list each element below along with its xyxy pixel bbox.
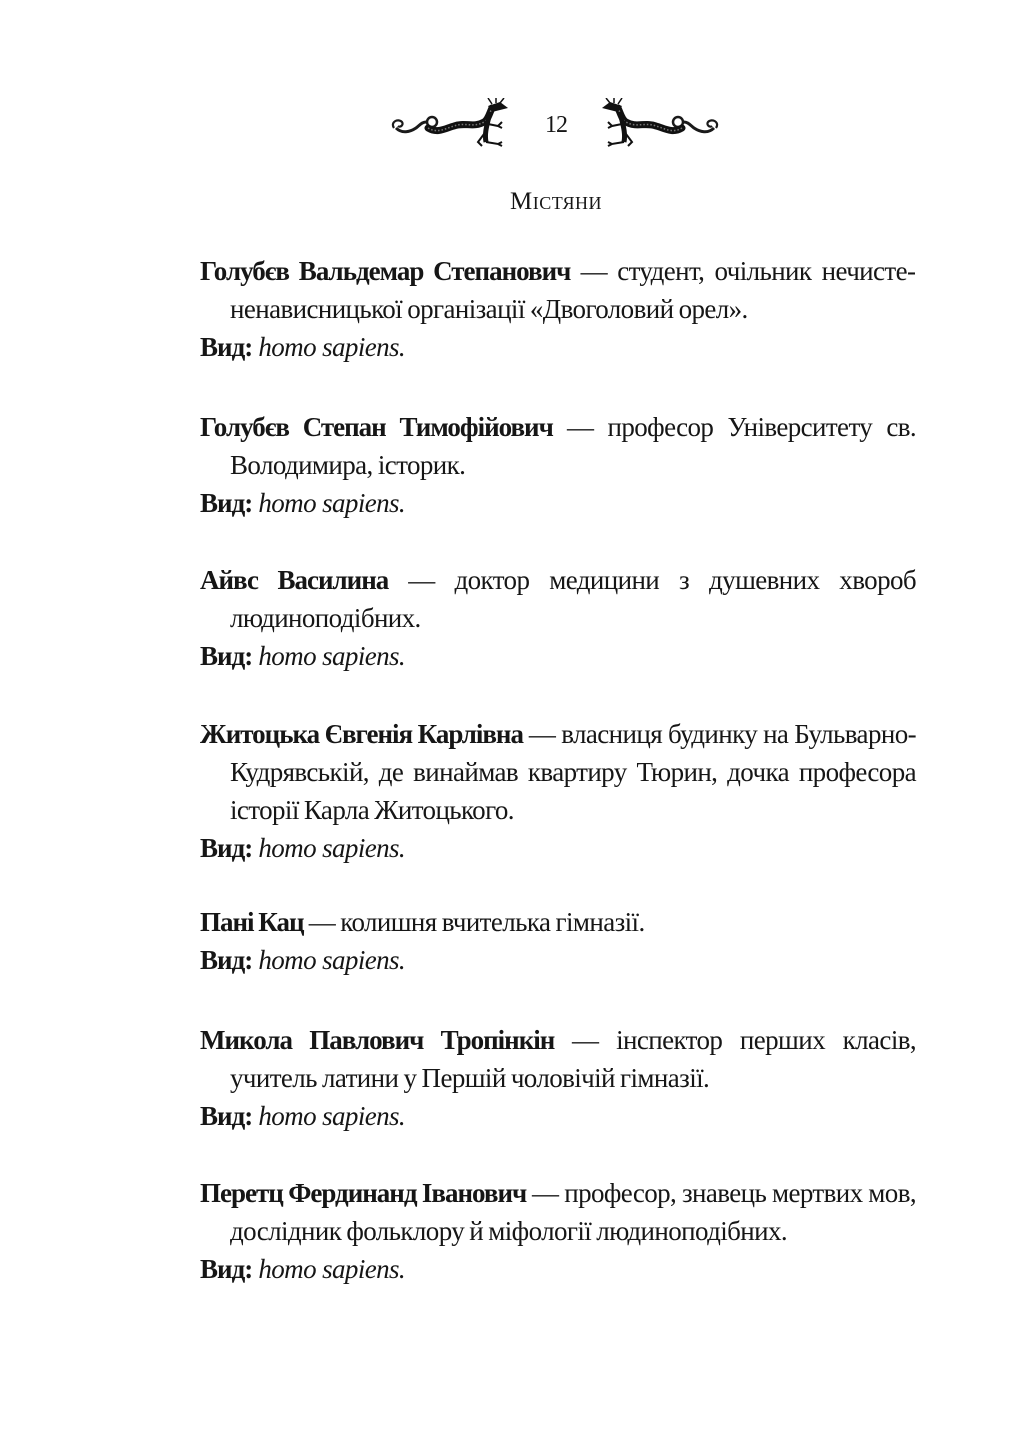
species-value: homo sapiens.: [258, 945, 406, 975]
character-description: власниця будинку на Бульварно-Кудрявській, де винаймав квартиру Тюрин, дочка професора історії Карла Житоцького.: [230, 719, 916, 825]
species-line: [200, 1097, 916, 1135]
species-value: homo sapiens.: [258, 332, 406, 362]
character-name: Голубєв Вальдемар Степанович: [200, 256, 571, 286]
dash: —: [526, 1178, 565, 1208]
page-number: 12: [545, 112, 567, 138]
species-line: [200, 484, 916, 522]
species-label: Вид:: [200, 488, 253, 518]
species-value: homo sapiens.: [258, 1254, 406, 1284]
dragon-icon: [388, 98, 514, 154]
character-description: професор, знавець мертвих мов, дослідник фольклору й міфології людиноподібних.: [230, 1178, 916, 1246]
species-line: [200, 1250, 916, 1288]
species-line: [200, 829, 916, 867]
character-description: інспектор перших класів, учитель латини у Першій чоловічій гімназії.: [230, 1025, 917, 1093]
character-entry: [200, 715, 916, 867]
entry-description: [200, 1174, 916, 1250]
character-name: Житоцька Євгенія Карлівна: [200, 719, 523, 749]
entry-description: [200, 715, 916, 829]
species-value: homo sapiens.: [258, 641, 406, 671]
character-name: Микола Павлович Тропінкін: [200, 1025, 555, 1055]
entry-description: [200, 903, 916, 941]
species-value: homo sapiens.: [258, 1101, 406, 1131]
dash: —: [303, 907, 341, 937]
character-entry: [200, 252, 916, 366]
dragon-icon: [596, 98, 722, 154]
species-label: Вид:: [200, 1254, 253, 1284]
species-label: Вид:: [200, 332, 253, 362]
character-name: Голубєв Степан Тимофійович: [200, 412, 553, 442]
entry-description: [200, 408, 916, 484]
entry-description: [200, 252, 916, 328]
entry-description: [200, 561, 916, 637]
species-value: homo sapiens.: [258, 488, 406, 518]
dash: —: [388, 565, 455, 595]
character-name: Айвс Василина: [200, 565, 389, 595]
character-description: доктор медицини з душевних хвороб людиноподібних.: [230, 565, 917, 633]
character-entry: [200, 1174, 916, 1288]
species-label: Вид:: [200, 641, 253, 671]
dash: —: [552, 412, 608, 442]
character-entry: [200, 903, 916, 979]
character-description: професор Університету св. Володимира, історик.: [230, 412, 917, 480]
species-label: Вид:: [200, 833, 253, 863]
character-description: студент, очільник нечистененависницької організації «Двоголовий орел».: [230, 256, 916, 324]
dash: —: [523, 719, 562, 749]
character-entry: [200, 408, 916, 522]
species-value: homo sapiens.: [258, 833, 406, 863]
dash: —: [570, 256, 618, 286]
species-line: [200, 941, 916, 979]
character-name: Перетц Фердинанд Іванович: [200, 1178, 527, 1208]
species-label: Вид:: [200, 1101, 253, 1131]
species-label: Вид:: [200, 945, 253, 975]
section-title: Містяни: [509, 188, 603, 215]
page-header: [0, 96, 1035, 156]
species-line: [200, 328, 916, 366]
character-entry: [200, 561, 916, 675]
entry-description: [200, 1021, 916, 1097]
dash: —: [554, 1025, 617, 1055]
character-entry: [200, 1021, 916, 1135]
character-description: колишня вчителька гімназії.: [340, 907, 645, 937]
character-name: Пані Кац: [200, 907, 304, 937]
species-line: [200, 637, 916, 675]
